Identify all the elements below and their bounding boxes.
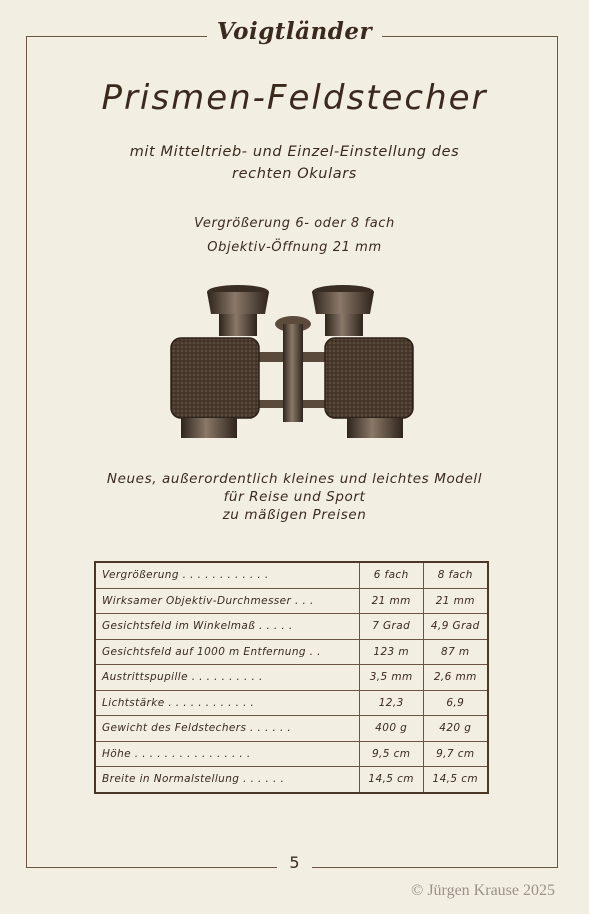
row-label: Gewicht des Feldstechers . . . . . . bbox=[95, 716, 359, 742]
table-row bbox=[95, 588, 488, 614]
page-number bbox=[0, 853, 589, 872]
value-8fach: 2,6 mm bbox=[423, 665, 488, 691]
value-8fach: 4,9 Grad bbox=[423, 614, 488, 640]
value-6fach: 6 fach bbox=[359, 562, 423, 588]
copyright-notice: © Jürgen Krause 2025 bbox=[411, 882, 555, 899]
binoculars-image bbox=[165, 282, 420, 447]
brand-logo bbox=[0, 18, 589, 45]
table-row bbox=[95, 716, 488, 742]
value-8fach: 420 g bbox=[423, 716, 488, 742]
page-number-text: 5 bbox=[277, 853, 311, 872]
tagline bbox=[60, 470, 529, 524]
row-label: Austrittspupille . . . . . . . . . . bbox=[95, 665, 359, 691]
subtitle bbox=[60, 141, 529, 185]
value-8fach: 21 mm bbox=[423, 588, 488, 614]
brand-name: Voigtländer bbox=[207, 18, 382, 45]
value-8fach: 8 fach bbox=[423, 562, 488, 588]
tagline-line-3: zu mäßigen Preisen bbox=[222, 507, 367, 523]
specification-table-body bbox=[95, 562, 488, 793]
value-6fach: 3,5 mm bbox=[359, 665, 423, 691]
value-6fach: 400 g bbox=[359, 716, 423, 742]
specs bbox=[60, 212, 529, 260]
spec-magnification: Vergrößerung 6- oder 8 fach bbox=[194, 216, 395, 231]
value-6fach: 9,5 cm bbox=[359, 741, 423, 767]
table-row bbox=[95, 767, 488, 793]
tagline-line-1: Neues, außerordentlich kleines und leichtes Modell bbox=[106, 471, 483, 487]
row-label: Vergrößerung . . . . . . . . . . . . bbox=[95, 562, 359, 588]
value-6fach: 7 Grad bbox=[359, 614, 423, 640]
value-6fach: 12,3 bbox=[359, 690, 423, 716]
table-row bbox=[95, 665, 488, 691]
table-row bbox=[95, 562, 488, 588]
tagline-line-2: für Reise und Sport bbox=[223, 489, 366, 505]
subtitle-line-1: mit Mitteltrieb- und Einzel-Einstellung des bbox=[129, 144, 460, 160]
row-label: Gesichtsfeld im Winkelmaß . . . . . bbox=[95, 614, 359, 640]
subtitle-line-2: rechten Okulars bbox=[232, 166, 357, 182]
spec-aperture: Objektiv-Öffnung 21 mm bbox=[207, 240, 382, 255]
page-title: Prismen-Feldstecher bbox=[101, 78, 488, 118]
row-label: Breite in Normalstellung . . . . . . bbox=[95, 767, 359, 793]
value-6fach: 123 m bbox=[359, 639, 423, 665]
row-label: Lichtstärke . . . . . . . . . . . . bbox=[95, 690, 359, 716]
row-label: Gesichtsfeld auf 1000 m Entfernung . . bbox=[95, 639, 359, 665]
table-row bbox=[95, 614, 488, 640]
row-label: Wirksamer Objektiv-Durchmesser . . . bbox=[95, 588, 359, 614]
table-row bbox=[95, 741, 488, 767]
value-8fach: 9,7 cm bbox=[423, 741, 488, 767]
value-8fach: 6,9 bbox=[423, 690, 488, 716]
value-6fach: 14,5 cm bbox=[359, 767, 423, 793]
table-row bbox=[95, 639, 488, 665]
specification-table bbox=[94, 561, 489, 794]
row-label: Höhe . . . . . . . . . . . . . . . . bbox=[95, 741, 359, 767]
value-8fach: 14,5 cm bbox=[423, 767, 488, 793]
table-row bbox=[95, 690, 488, 716]
value-8fach: 87 m bbox=[423, 639, 488, 665]
value-6fach: 21 mm bbox=[359, 588, 423, 614]
